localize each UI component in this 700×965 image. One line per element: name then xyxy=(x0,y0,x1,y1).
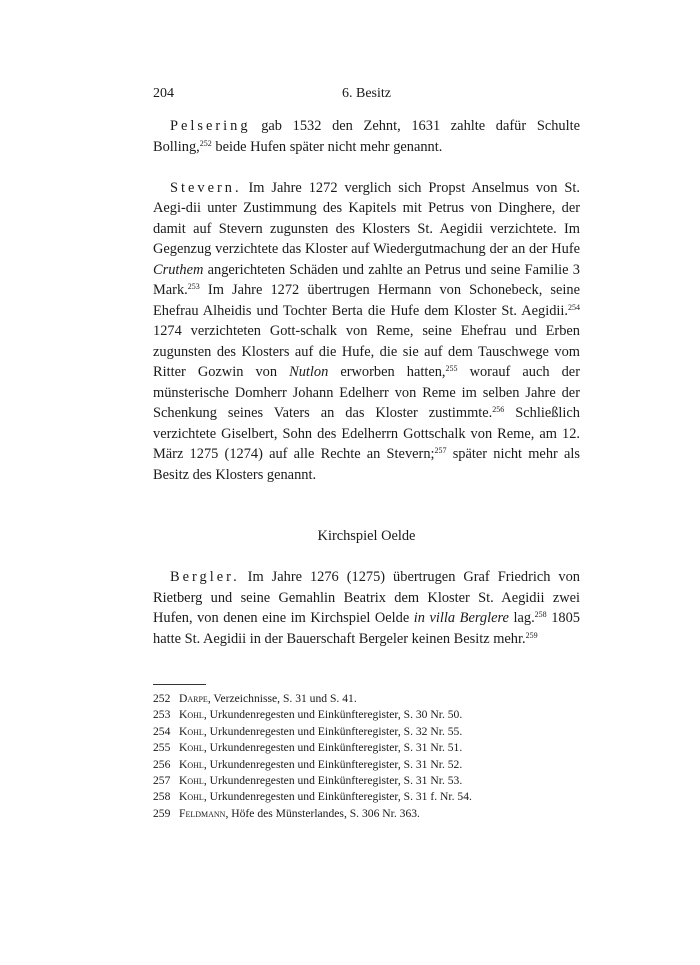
place-name: Stevern. xyxy=(170,179,242,196)
footnote-257: 257 Kohl, Urkundenregesten und Einkünfteregister, S. 31 Nr. 53. xyxy=(153,774,463,788)
place-name: Bergler. xyxy=(170,569,240,585)
footnote-ref[interactable]: 259 xyxy=(525,630,538,640)
section-heading: Kirchspiel Oelde xyxy=(317,528,416,544)
footnote-ref[interactable]: 257 xyxy=(434,446,447,455)
paragraph-pelsering: Pelsering gab 1532 den Zehnt, 1631 zahlte dafür Schulte Bolling,$^{252}$ beide Hufen später nicht mehr genannt. xyxy=(153,118,580,155)
footnote-256: 256 Kohl, Urkundenregesten und Einkünfteregister, S. 31 Nr. 52. xyxy=(153,757,463,771)
footnote-ref[interactable]: 252 xyxy=(199,138,212,148)
page-header xyxy=(153,86,580,106)
paragraph-stevern: Stevern. Im Jahre 1272 verglich sich Propst Anselmus von St. Aegi-dii unter Zustimmung des Kapitels mit Petrus von Dinghere, der damit auf Stevern zugunsten des Klosters St. Aegidii verzichtete. Im Gegenzug verzichtete das Kloster auf Wiedergutmachung der an der Hufe Cruthem angerichteten Schäden und zahlte an Petrus und seine Familie 3 Mark.$^{253}$ Im Jahre 1272 übertrugen Hermann von Schonebeck, seine Ehefrau Alheidis und Tochter Berta die Hufe dem Kloster St. Aegidii.$^{254}$ 1274 verzichteten Gott-schalk von Reme, seine Ehefrau und Erben zugunsten des Klosters auf die Hufe, die sie auf dem Tauschwege vom Ritter Gozwin von Nutlon erworben hatten,$^{255}$ worauf auch der münsterische Domherr Johann Edelherr von Reme im selben Jahre der Schenkung seines Vaters an das Kloster zustimmte.$^{256}$ Schließlich verzichtete Giselbert, Sohn des Edelherrn Gottschalk von Reme, am 12. März 1275 (1274) auf alle Rechte an Stevern;$^{257}$ später nicht mehr als Besitz des Klosters genannt. xyxy=(153,179,580,483)
footnote-254: 254 Kohl, Urkundenregesten und Einkünfteregister, S. 32 Nr. 55. xyxy=(153,724,463,738)
running-title: 6. Besitz xyxy=(342,86,391,101)
footnote-ref[interactable]: 253 xyxy=(187,282,200,291)
footnote-258: 258 Kohl, Urkundenregesten und Einkünfteregister, S. 31 f. Nr. 54. xyxy=(153,790,472,804)
footnote-253: 253 Kohl, Urkundenregesten und Einkünfteregister, S. 30 Nr. 50. xyxy=(153,708,463,722)
footnote-252: 252 Darpe, Verzeichnisse, S. 31 und S. 41. xyxy=(153,692,357,705)
footnotes xyxy=(153,691,580,822)
paragraph-bergler: Bergler. Im Jahre 1276 (1275) übertrugen Graf Friedrich von Rietberg und seine Gemahlin Beatrix dem Kloster St. Aegidii zwei Hufen, von denen eine im Kirchspiel Oelde in villa Berglere lag.$^{258}$ 1805 hatte St. Aegidii in der Bauerschaft Bergeler keinen Besitz mehr.$^{259}$ xyxy=(153,569,580,647)
page-number: 204 xyxy=(153,86,174,101)
footnote-divider xyxy=(153,684,206,685)
footnote-ref[interactable]: 258 xyxy=(534,610,547,619)
footnote-ref[interactable]: 255 xyxy=(445,364,458,373)
footnote-259: 259 Feldmann, Höfe des Münsterlandes, S. 306 Nr. 363. xyxy=(153,806,420,820)
body-text xyxy=(153,116,580,649)
footnote-255: 255 Kohl, Urkundenregesten und Einkünfteregister, S. 31 Nr. 51. xyxy=(153,741,463,755)
footnote-ref[interactable]: 254 xyxy=(568,302,580,312)
place-name: Pelsering xyxy=(170,118,251,134)
footnote-ref[interactable]: 256 xyxy=(492,405,505,414)
